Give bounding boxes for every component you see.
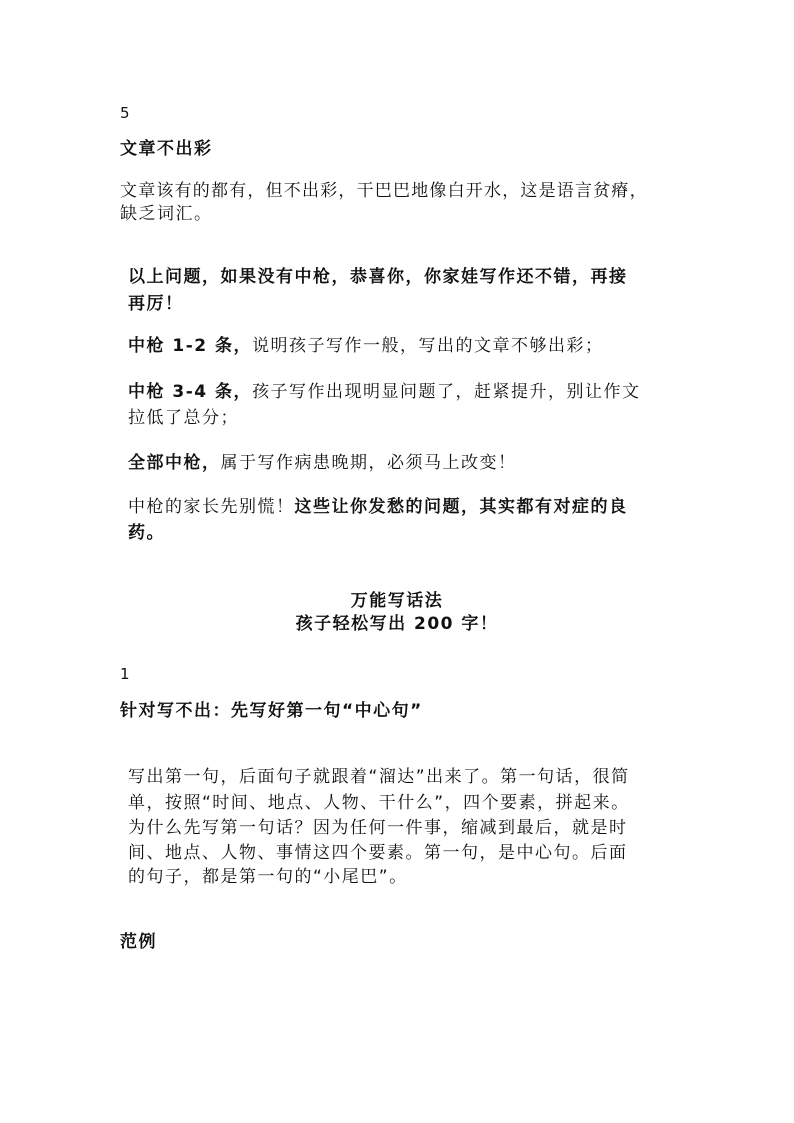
summary-closing-text: 中枪的家长先别慌！ [128,497,295,517]
section-number-1: 1 [120,665,130,683]
method-subtitle: 孩子轻松写出 200 字！ [295,614,499,634]
summary-item-2 [128,379,641,405]
paragraph-line: 间、地点、人物、事情这四个要素。第一句，是中心句。后面 [128,843,628,863]
paragraph-line: 写出第一句，后面句子就跟着“溜达”出来了。第一句话，很简 [128,767,630,787]
section-number-5: 5 [120,104,130,122]
summary-item-3-label: 全部中枪， [128,453,221,473]
paragraph-line: 文章该有的都有，但不出彩，干巴巴地像白开水，这是语言贫瘠， [120,181,648,201]
summary-item-2-text: 孩子写作出现明显问题了，赶紧提升，别让作文 [252,382,641,402]
paragraph-line: 单，按照“时间、地点、人物、干什么”，四个要素，拼起来。 [128,793,630,813]
summary-closing-line2: 药。 [128,523,165,543]
summary-item-3-text: 属于写作病患晚期，必须马上改变！ [220,453,517,473]
summary-item-1-label: 中枪 1-2 条， [128,336,253,356]
paragraph-line: 缺乏词汇。 [120,204,213,224]
method-title: 万能写话法 [350,591,444,611]
summary-line: 以上问题，如果没有中枪，恭喜你，你家娃写作还不错，再接 [128,267,628,287]
example-heading: 范例 [120,932,157,952]
summary-closing-bold: 这些让你发愁的问题，其实都有对症的良 [294,497,628,517]
summary-item-3 [128,450,517,476]
summary-item-1-text: 说明孩子写作一般，写出的文章不够出彩； [252,336,604,356]
summary-item-1 [128,333,604,359]
paragraph-line: 为什么先写第一句话？因为任何一件事，缩减到最后，就是时 [128,818,628,838]
summary-line: 再厉！ [128,294,184,314]
section-heading-1: 针对写不出：先写好第一句“中心句” [120,701,423,721]
summary-item-2-line2: 拉低了总分； [128,408,239,428]
section-heading-5: 文章不出彩 [120,139,213,159]
summary-closing [128,494,628,520]
paragraph-line: 的句子，都是第一句的“小尾巴”。 [128,867,408,887]
summary-item-2-label: 中枪 3-4 条， [128,382,253,402]
